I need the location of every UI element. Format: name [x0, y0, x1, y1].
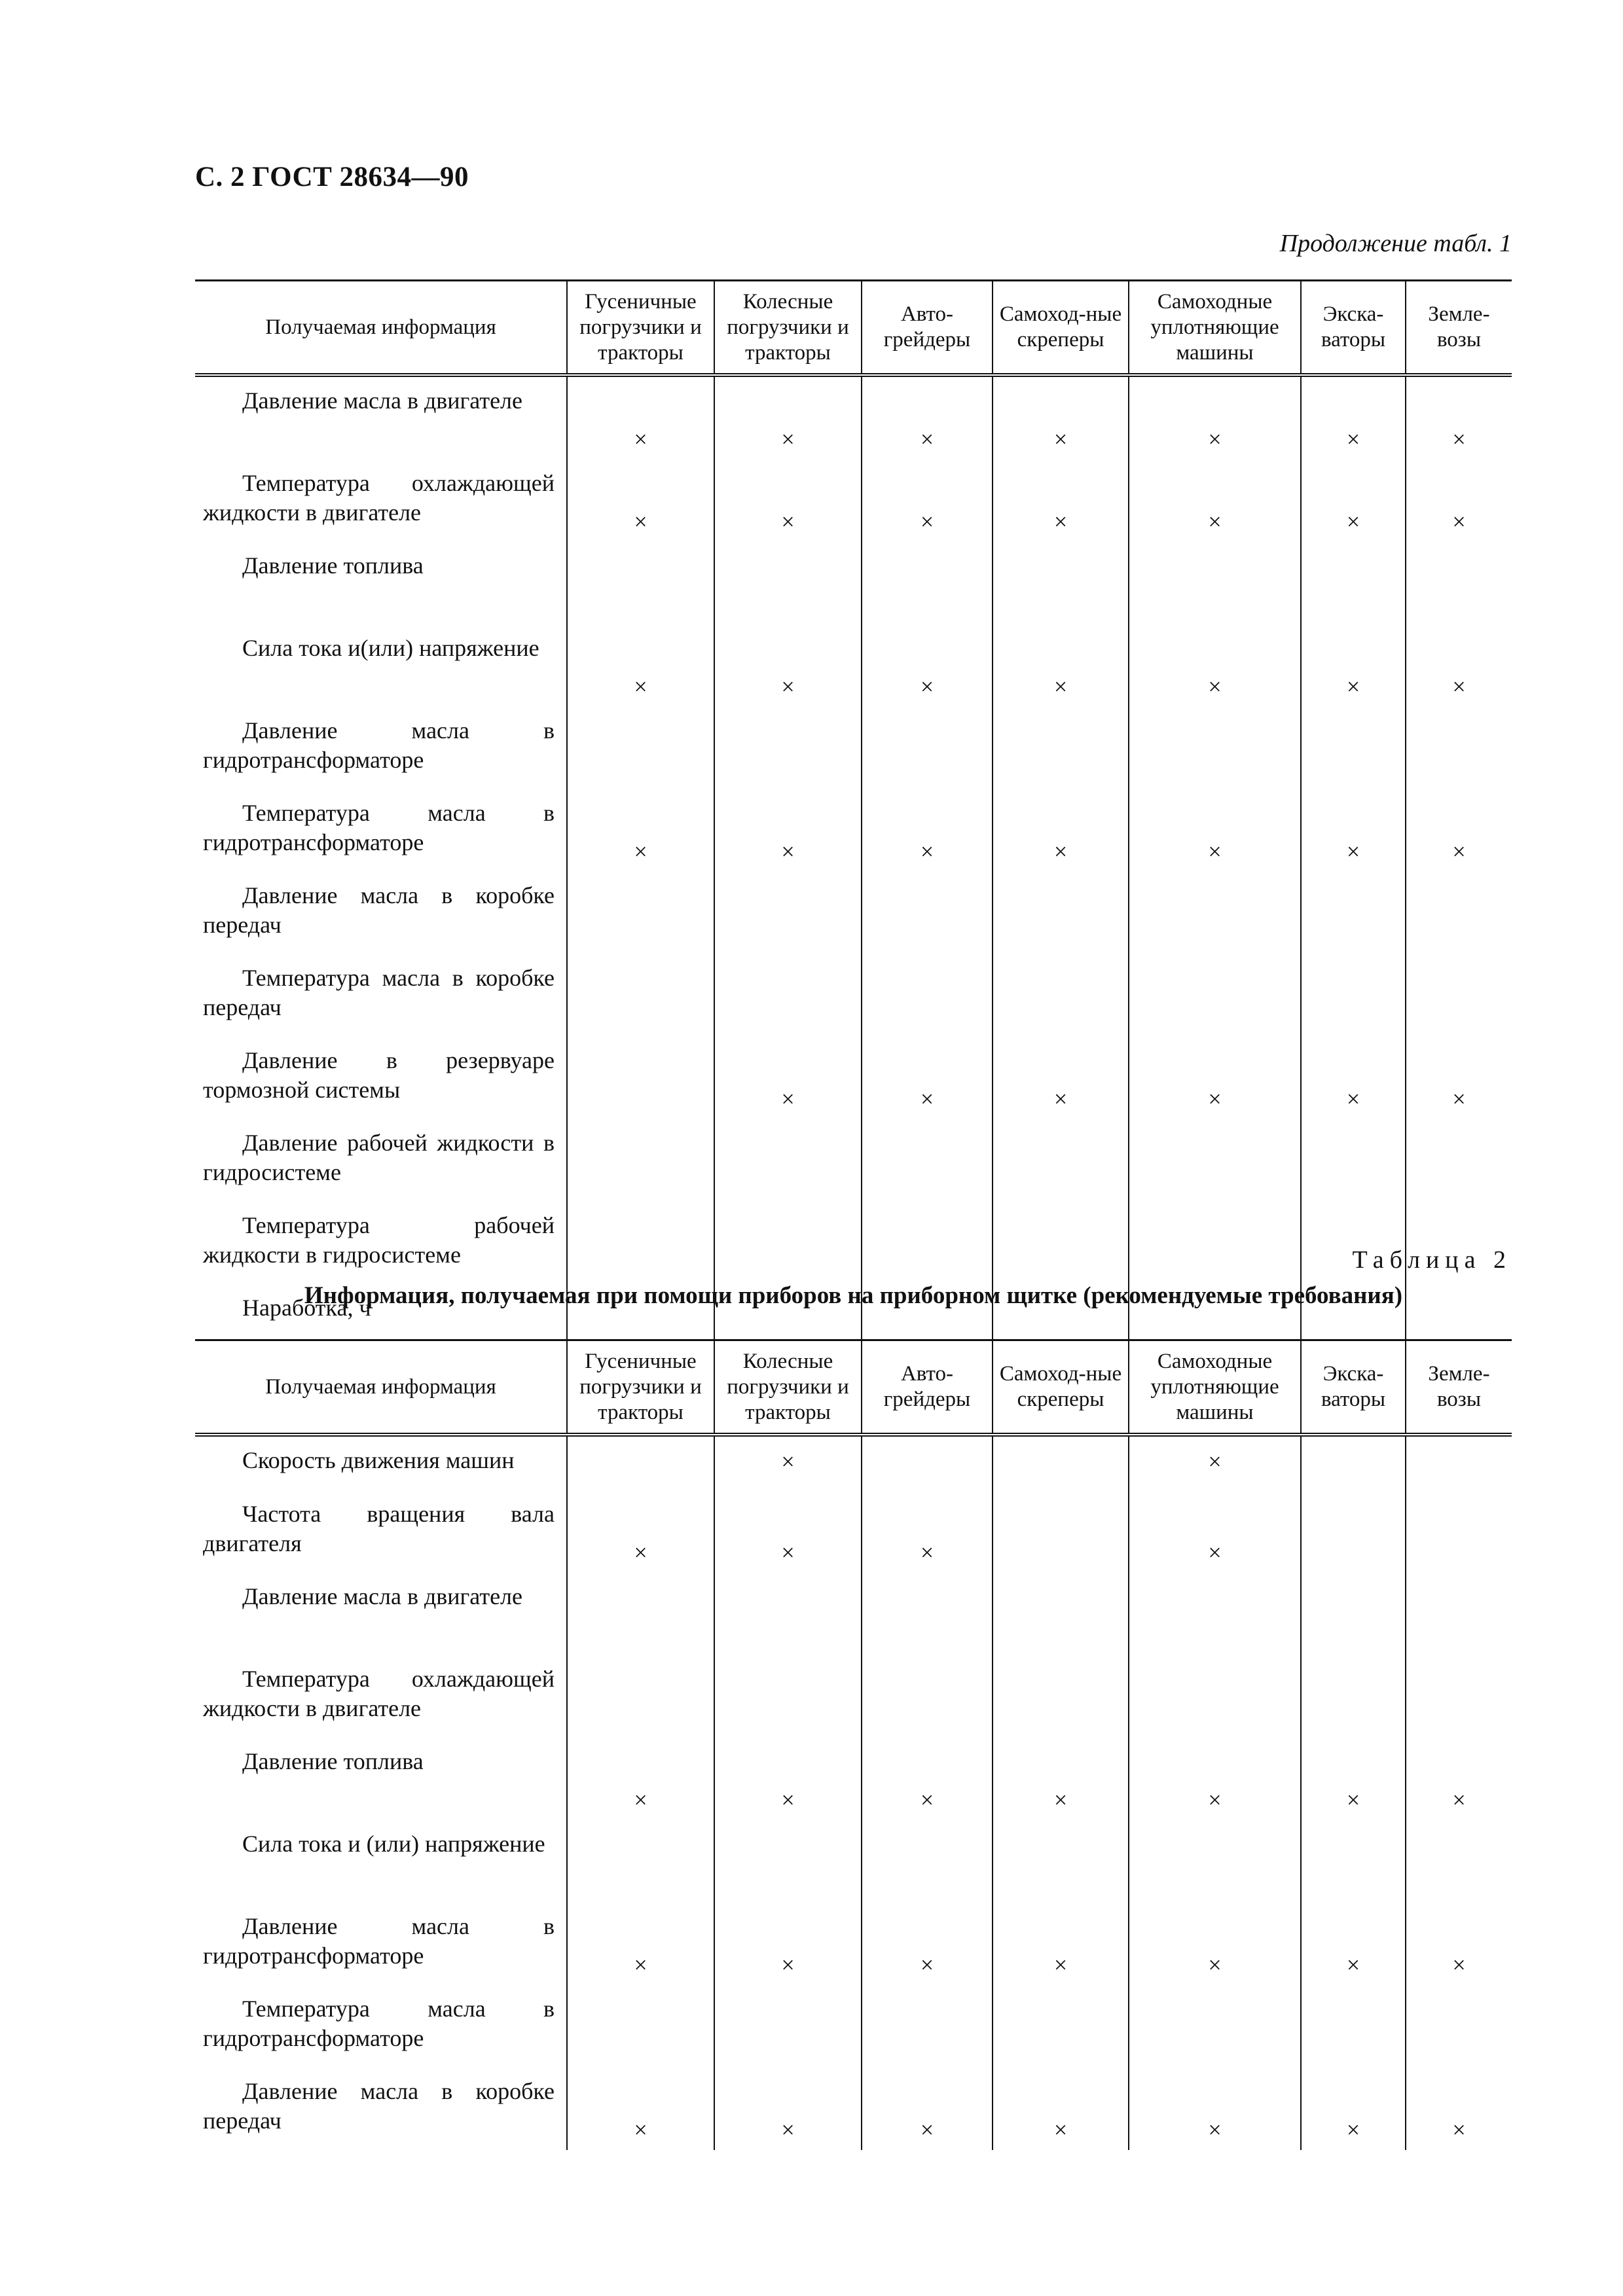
column-header: Колесные погрузчики и тракторы [714, 1340, 862, 1435]
cross-mark-icon: × [1053, 1952, 1068, 1978]
mark-cell [862, 1820, 993, 1903]
mark-cell [1301, 789, 1406, 872]
mark-cell [862, 954, 993, 1037]
column-header: Получаемая информация [195, 281, 567, 376]
table-2 [195, 1339, 1512, 2150]
mark-cell [1301, 375, 1406, 459]
row-label [195, 1985, 567, 2068]
mark-cell [1406, 872, 1512, 954]
table-row [195, 1119, 1512, 1202]
cross-mark-icon: × [634, 1539, 647, 1566]
cross-mark-icon: × [1346, 2117, 1360, 2143]
table-header-row [195, 1340, 1512, 1435]
column-header: Экска-ваторы [1301, 1340, 1406, 1435]
mark-cell [567, 1202, 714, 1284]
mark-cell [1301, 2068, 1406, 2150]
mark-cell [1406, 789, 1512, 872]
mark-cell [1129, 1435, 1301, 1490]
table-row [195, 1037, 1512, 1119]
cross-mark-icon: × [1452, 2117, 1466, 2143]
mark-cell [1129, 1037, 1301, 1119]
mark-cell [567, 1490, 714, 1573]
cross-mark-icon: × [1208, 1787, 1222, 1813]
mark-cell [567, 375, 714, 459]
mark-cell [862, 542, 993, 624]
cross-mark-icon: × [781, 1448, 795, 1475]
mark-cell [714, 1119, 862, 1202]
row-label [195, 2068, 567, 2150]
mark-cell [993, 1985, 1129, 2068]
table-row [195, 1655, 1512, 1738]
table-1-body [195, 375, 1512, 1352]
row-label-text: Давление масла в гидротрансформаторе [203, 717, 555, 773]
mark-cell [862, 789, 993, 872]
mark-cell [1301, 707, 1406, 789]
mark-cell [1129, 707, 1301, 789]
cross-mark-icon: × [634, 1952, 647, 1978]
mark-cell [567, 459, 714, 542]
mark-cell [1301, 542, 1406, 624]
cross-mark-icon: × [920, 673, 934, 700]
mark-cell [1406, 542, 1512, 624]
cross-mark-icon: × [781, 509, 795, 535]
cross-mark-icon: × [1053, 838, 1068, 865]
table-1 [195, 279, 1512, 1352]
mark-cell [714, 1903, 862, 1985]
mark-cell [1129, 1655, 1301, 1738]
row-label [195, 1903, 567, 1985]
column-header: Колесные погрузчики и тракторы [714, 281, 862, 376]
column-header: Самоход-ные скреперы [993, 1340, 1129, 1435]
column-header: Авто-грейдеры [862, 1340, 993, 1435]
mark-cell [714, 1738, 862, 1820]
cross-mark-icon: × [1053, 2117, 1068, 2143]
mark-cell [1129, 872, 1301, 954]
mark-cell [1129, 624, 1301, 707]
mark-cell [1301, 1573, 1406, 1655]
cross-mark-icon: × [920, 509, 934, 535]
mark-cell [714, 542, 862, 624]
mark-cell [1301, 1903, 1406, 1985]
cross-mark-icon: × [1208, 1086, 1222, 1112]
row-label-text: Давление топлива [242, 552, 424, 579]
row-label [195, 1119, 567, 1202]
mark-cell [1406, 1119, 1512, 1202]
mark-cell [1129, 1738, 1301, 1820]
table-row [195, 624, 1512, 707]
mark-cell [993, 1435, 1129, 1490]
mark-cell [1301, 624, 1406, 707]
cross-mark-icon: × [781, 1086, 795, 1112]
table-row [195, 2068, 1512, 2150]
row-label-text: Скорость движения машин [242, 1447, 515, 1473]
cross-mark-icon: × [920, 838, 934, 865]
row-label-text: Температура охлаждающей жидкости в двигателе [203, 470, 555, 526]
mark-cell [714, 707, 862, 789]
mark-cell [714, 872, 862, 954]
table-row [195, 542, 1512, 624]
mark-cell [862, 1119, 993, 1202]
column-header: Земле-возы [1406, 1340, 1512, 1435]
mark-cell [993, 1738, 1129, 1820]
mark-cell [1129, 459, 1301, 542]
cross-mark-icon: × [920, 2117, 934, 2143]
cross-mark-icon: × [1346, 426, 1360, 452]
mark-cell [1406, 1037, 1512, 1119]
mark-cell [862, 872, 993, 954]
cross-mark-icon: × [634, 426, 647, 452]
table-row [195, 1573, 1512, 1655]
mark-cell [714, 2068, 862, 2150]
cross-mark-icon: × [920, 1952, 934, 1978]
cross-mark-icon: × [1208, 673, 1222, 700]
row-label-text: Частота вращения вала двигателя [203, 1501, 555, 1556]
row-label [195, 1490, 567, 1573]
mark-cell [1129, 1985, 1301, 2068]
mark-cell [993, 1202, 1129, 1284]
cross-mark-icon: × [1346, 1086, 1360, 1112]
mark-cell [1129, 542, 1301, 624]
mark-cell [567, 707, 714, 789]
cross-mark-icon: × [781, 1787, 795, 1813]
mark-cell [862, 1037, 993, 1119]
table-row [195, 375, 1512, 459]
row-label-text: Давление масла в гидротрансформаторе [203, 1913, 555, 1969]
mark-cell [1301, 1435, 1406, 1490]
mark-cell [993, 1119, 1129, 1202]
table-row [195, 872, 1512, 954]
mark-cell [993, 707, 1129, 789]
row-label [195, 375, 567, 459]
mark-cell [862, 1202, 993, 1284]
mark-cell [567, 1738, 714, 1820]
cross-mark-icon: × [1452, 1086, 1466, 1112]
mark-cell [1406, 375, 1512, 459]
cross-mark-icon: × [1452, 426, 1466, 452]
row-label-text: Давление масла в коробке передач [203, 2078, 555, 2134]
mark-cell [1406, 1738, 1512, 1820]
mark-cell [567, 872, 714, 954]
mark-cell [862, 1985, 993, 2068]
cross-mark-icon: × [1452, 1787, 1466, 1813]
cross-mark-icon: × [1346, 673, 1360, 700]
row-label-text: Температура охлаждающей жидкости в двигателе [203, 1666, 555, 1721]
mark-cell [993, 2068, 1129, 2150]
row-label [195, 1820, 567, 1903]
mark-cell [567, 1573, 714, 1655]
table-row [195, 1202, 1512, 1284]
cross-mark-icon: × [1053, 426, 1068, 452]
mark-cell [1301, 1119, 1406, 1202]
mark-cell [714, 459, 862, 542]
mark-cell [862, 1738, 993, 1820]
row-label-text: Температура масла в гидротрансформаторе [203, 800, 555, 855]
row-label-text: Температура рабочей жидкости в гидросистеме [203, 1212, 555, 1268]
mark-cell [567, 789, 714, 872]
mark-cell [567, 1903, 714, 1985]
mark-cell [1301, 872, 1406, 954]
mark-cell [1406, 1655, 1512, 1738]
cross-mark-icon: × [1208, 426, 1222, 452]
column-header: Авто-грейдеры [862, 281, 993, 376]
table-header-row [195, 281, 1512, 376]
mark-cell [993, 1573, 1129, 1655]
cross-mark-icon: × [920, 426, 934, 452]
mark-cell [1129, 1573, 1301, 1655]
mark-cell [567, 624, 714, 707]
mark-cell [714, 1820, 862, 1903]
mark-cell [1406, 624, 1512, 707]
table-row [195, 1985, 1512, 2068]
row-label-text: Температура масла в коробке передач [203, 965, 555, 1020]
table2-caption: Информация, получаемая при помощи приборов на приборном щитке (рекомендуемые требования) [304, 1282, 1403, 1309]
mark-cell [1301, 459, 1406, 542]
mark-cell [1129, 2068, 1301, 2150]
cross-mark-icon: × [781, 673, 795, 700]
mark-cell [993, 542, 1129, 624]
cross-mark-icon: × [1053, 673, 1068, 700]
cross-mark-icon: × [920, 1086, 934, 1112]
column-header: Гусеничные погрузчики и тракторы [567, 1340, 714, 1435]
cross-mark-icon: × [781, 1952, 795, 1978]
row-label [195, 1202, 567, 1284]
mark-cell [1406, 1490, 1512, 1573]
cross-mark-icon: × [1452, 673, 1466, 700]
mark-cell [993, 1490, 1129, 1573]
mark-cell [714, 624, 862, 707]
mark-cell [1406, 1820, 1512, 1903]
mark-cell [862, 1573, 993, 1655]
mark-cell [993, 1655, 1129, 1738]
mark-cell [1406, 1985, 1512, 2068]
mark-cell [567, 1037, 714, 1119]
column-header: Экска-ваторы [1301, 281, 1406, 376]
cross-mark-icon: × [1208, 2117, 1222, 2143]
row-label-text: Сила тока и(или) напряжение [242, 635, 539, 661]
mark-cell [993, 624, 1129, 707]
row-label [195, 1738, 567, 1820]
mark-cell [1301, 1490, 1406, 1573]
cross-mark-icon: × [781, 2117, 795, 2143]
mark-cell [862, 624, 993, 707]
row-label [195, 872, 567, 954]
mark-cell [993, 1903, 1129, 1985]
cross-mark-icon: × [1208, 838, 1222, 865]
column-header: Гусеничные погрузчики и тракторы [567, 281, 714, 376]
row-label [195, 459, 567, 542]
cross-mark-icon: × [1053, 509, 1068, 535]
row-label [195, 1573, 567, 1655]
row-label-text: Давление топлива [242, 1748, 424, 1774]
table-row [195, 954, 1512, 1037]
mark-cell [1406, 1435, 1512, 1490]
mark-cell [862, 1903, 993, 1985]
mark-cell [714, 1037, 862, 1119]
mark-cell [1406, 954, 1512, 1037]
cross-mark-icon: × [920, 1539, 934, 1566]
row-label-text: Давление масла в двигателе [242, 1583, 522, 1609]
mark-cell [1301, 1985, 1406, 2068]
cross-mark-icon: × [1053, 1787, 1068, 1813]
mark-cell [1301, 1820, 1406, 1903]
table2-label: Таблица 2 [1352, 1246, 1512, 1274]
cross-mark-icon: × [781, 838, 795, 865]
cross-mark-icon: × [920, 1787, 934, 1813]
mark-cell [993, 459, 1129, 542]
cross-mark-icon: × [1452, 509, 1466, 535]
row-label-text: Давление масла в двигателе [242, 387, 522, 414]
mark-cell [1129, 1202, 1301, 1284]
mark-cell [714, 375, 862, 459]
mark-cell [1129, 789, 1301, 872]
mark-cell [714, 1202, 862, 1284]
mark-cell [862, 707, 993, 789]
column-header: Земле-возы [1406, 281, 1512, 376]
row-label [195, 707, 567, 789]
row-label [195, 1037, 567, 1119]
cross-mark-icon: × [1346, 509, 1360, 535]
row-label [195, 542, 567, 624]
mark-cell [1406, 2068, 1512, 2150]
mark-cell [567, 954, 714, 1037]
row-label-text: Давление рабочей жидкости в гидросистеме [203, 1130, 555, 1185]
page-header: С. 2 ГОСТ 28634—90 [195, 162, 469, 192]
table-row [195, 1820, 1512, 1903]
cross-mark-icon: × [1053, 1086, 1068, 1112]
mark-cell [567, 2068, 714, 2150]
cross-mark-icon: × [1208, 1539, 1222, 1566]
mark-cell [567, 542, 714, 624]
cross-mark-icon: × [1208, 509, 1222, 535]
row-label [195, 624, 567, 707]
table-row [195, 1490, 1512, 1573]
mark-cell [567, 1119, 714, 1202]
mark-cell [1301, 1738, 1406, 1820]
mark-cell [862, 1655, 993, 1738]
mark-cell [567, 1820, 714, 1903]
cross-mark-icon: × [634, 1787, 647, 1813]
row-label-text: Наработка, ч [242, 1295, 371, 1321]
mark-cell [1406, 707, 1512, 789]
cross-mark-icon: × [1208, 1448, 1222, 1475]
mark-cell [567, 1435, 714, 1490]
mark-cell [862, 375, 993, 459]
table-row [195, 789, 1512, 872]
cross-mark-icon: × [1208, 1952, 1222, 1978]
cross-mark-icon: × [781, 426, 795, 452]
cross-mark-icon: × [1346, 1787, 1360, 1813]
column-header: Получаемая информация [195, 1340, 567, 1435]
mark-cell [993, 1820, 1129, 1903]
mark-cell [1301, 1037, 1406, 1119]
mark-cell [714, 1490, 862, 1573]
cross-mark-icon: × [1346, 1952, 1360, 1978]
mark-cell [1129, 1119, 1301, 1202]
table-2-body [195, 1435, 1512, 2150]
mark-cell [1301, 954, 1406, 1037]
mark-cell [993, 1037, 1129, 1119]
mark-cell [1406, 1573, 1512, 1655]
mark-cell [714, 1985, 862, 2068]
mark-cell [1129, 1820, 1301, 1903]
mark-cell [567, 1985, 714, 2068]
mark-cell [1129, 1490, 1301, 1573]
mark-cell [993, 872, 1129, 954]
cross-mark-icon: × [634, 673, 647, 700]
mark-cell [1129, 375, 1301, 459]
mark-cell [862, 1435, 993, 1490]
mark-cell [993, 954, 1129, 1037]
table-row [195, 1435, 1512, 1490]
mark-cell [1129, 1903, 1301, 1985]
column-header: Самоход-ные скреперы [993, 281, 1129, 376]
mark-cell [862, 2068, 993, 2150]
table-row [195, 459, 1512, 542]
row-label-text: Давление масла в коробке передач [203, 882, 555, 938]
mark-cell [993, 375, 1129, 459]
row-label [195, 1655, 567, 1738]
cross-mark-icon: × [1346, 838, 1360, 865]
column-header: Самоходные уплотняющие машины [1129, 1340, 1301, 1435]
mark-cell [714, 1655, 862, 1738]
cross-mark-icon: × [1452, 1952, 1466, 1978]
table-row [195, 1903, 1512, 1985]
mark-cell [993, 789, 1129, 872]
mark-cell [714, 954, 862, 1037]
mark-cell [862, 1490, 993, 1573]
table-row [195, 1738, 1512, 1820]
row-label-text: Температура масла в гидротрансформаторе [203, 1996, 555, 2051]
mark-cell [862, 459, 993, 542]
cross-mark-icon: × [634, 838, 647, 865]
mark-cell [567, 1655, 714, 1738]
mark-cell [1406, 459, 1512, 542]
mark-cell [1406, 1903, 1512, 1985]
mark-cell [714, 789, 862, 872]
cross-mark-icon: × [634, 2117, 647, 2143]
mark-cell [714, 1435, 862, 1490]
cross-mark-icon: × [781, 1539, 795, 1566]
cross-mark-icon: × [634, 509, 647, 535]
cross-mark-icon: × [1452, 838, 1466, 865]
row-label [195, 954, 567, 1037]
mark-cell [1301, 1655, 1406, 1738]
row-label-text: Давление в резервуаре тормозной системы [203, 1047, 555, 1103]
row-label [195, 1435, 567, 1490]
mark-cell [1129, 954, 1301, 1037]
row-label [195, 789, 567, 872]
mark-cell [714, 1573, 862, 1655]
row-label-text: Сила тока и (или) напряжение [242, 1831, 545, 1857]
table-row [195, 707, 1512, 789]
table1-continuation-label: Продолжение табл. 1 [1279, 230, 1512, 257]
column-header: Самоходные уплотняющие машины [1129, 281, 1301, 376]
